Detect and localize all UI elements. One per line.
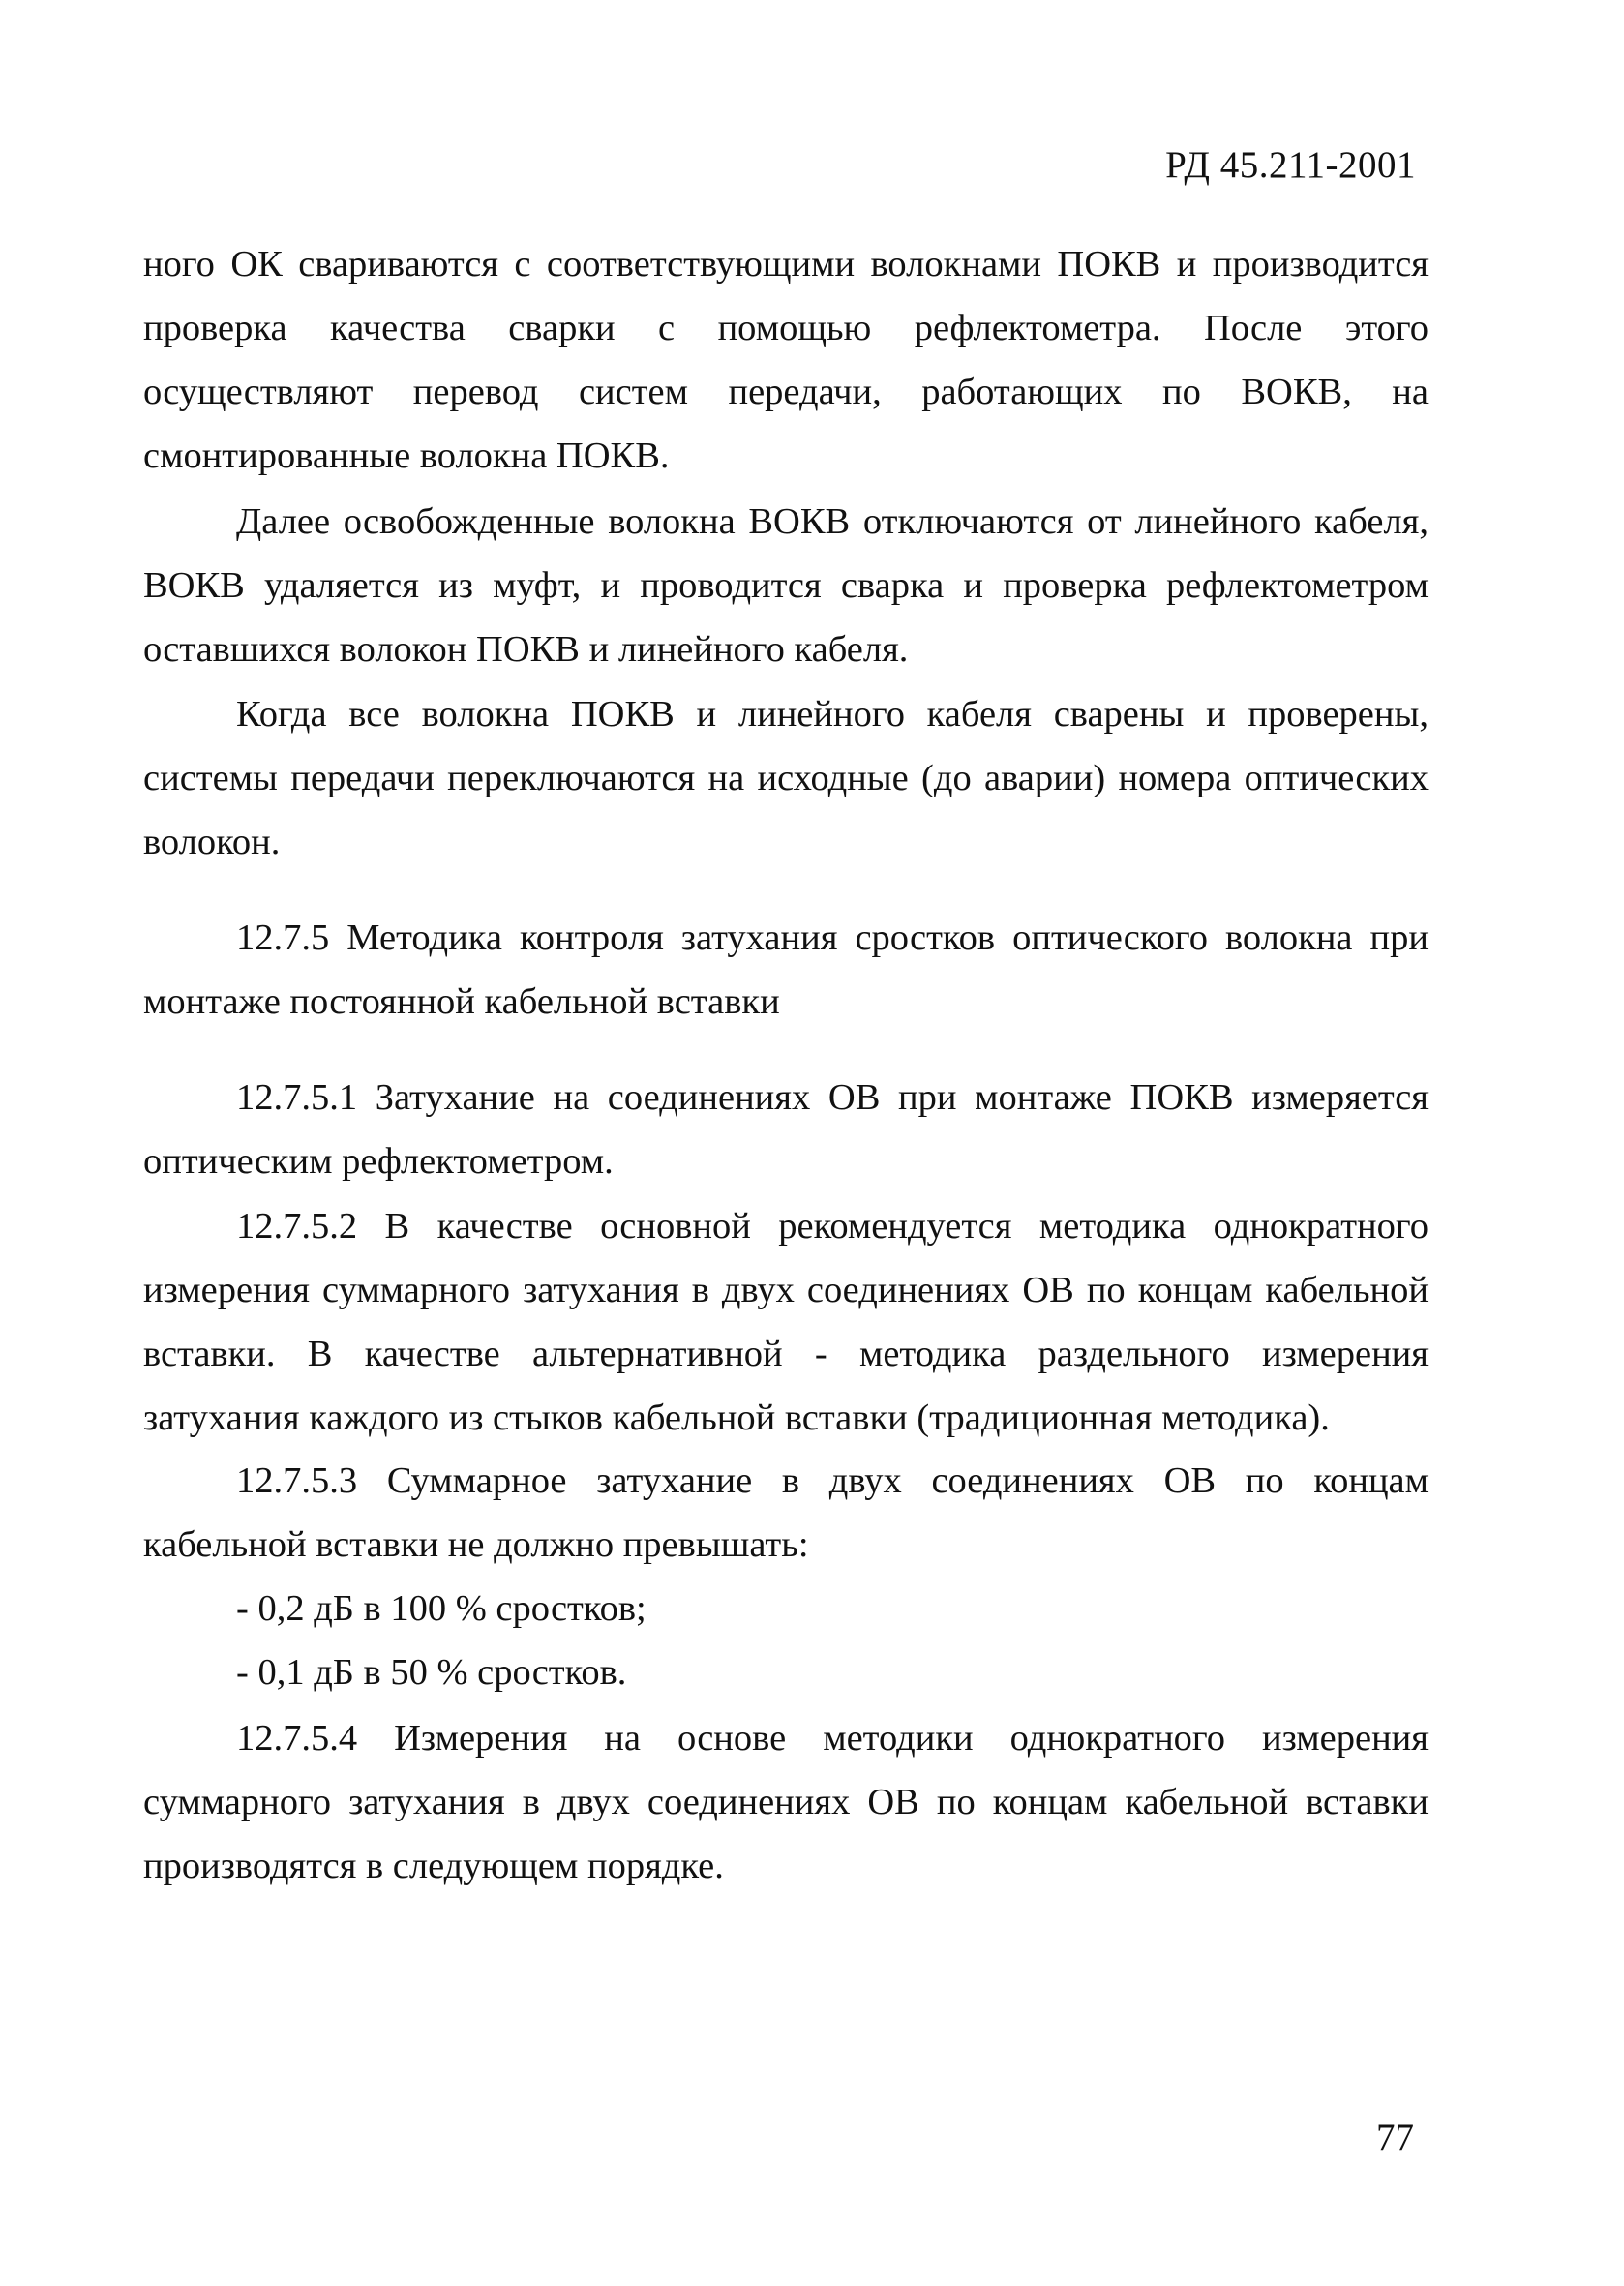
paragraph-12-7-5-4: 12.7.5.4 Измерения на основе методики однократного измерения суммарного затухания в двух соединениях ОВ по концам кабельной вставки производятся в следующем порядке. [143, 1718, 1429, 1886]
paragraph-12-7-5-2: 12.7.5.2 В качестве основной рекомендуется методика однократного измерения суммарного затухания в двух соединениях ОВ по концам кабельной вставки. В качестве альтернативной - методика раздельного измерения затухания каждого из стыков кабельной вставки (традиционная методика). [143, 1206, 1429, 1438]
paragraph-12-7-5-3: 12.7.5.3 Суммарное затухание в двух соединениях ОВ по концам кабельной вставки не должно превышать: [143, 1460, 1429, 1565]
section-title-block [143, 906, 1429, 1034]
paragraph-block-3 [143, 682, 1429, 874]
document-code-header: РД 45.211-2001 [1165, 144, 1416, 186]
paragraph-block-4 [143, 1066, 1429, 1193]
paragraph-12-7-5-1: 12.7.5.1 Затухание на соединениях ОВ при монтаже ПОКВ измеряется оптическим рефлектометром. [143, 1077, 1429, 1182]
list-item: - 0,2 дБ в 100 % сростков; [236, 1588, 647, 1629]
paragraph-block-5 [143, 1194, 1429, 1450]
paragraph-block-6 [143, 1449, 1429, 1704]
paragraph-switch-systems: Когда все волокна ПОКВ и линейного кабеля сварены и проверены, системы передачи переключаются на исходные (до аварии) номера оптических волокон. [143, 694, 1429, 862]
page-number: 77 [1376, 2117, 1414, 2158]
paragraph-release-fibers: Далее освобожденные волокна ВОКВ отключаются от линейного кабеля, ВОКВ удаляется из муфт, и проводится сварка и проверка рефлектометром оставшихся волокон ПОКВ и линейного кабеля. [143, 501, 1429, 670]
paragraph-block-2 [143, 490, 1429, 681]
paragraph-continuation: ного ОК свариваются с соответствующими волокнами ПОКВ и производится проверка качества сварки с помощью рефлектометра. После этого осуществляют перевод систем передачи, работающих по ВОКВ, на смонтированные волокна ПОКВ. [143, 244, 1429, 476]
paragraph-block-7 [143, 1706, 1429, 1898]
list-item: - 0,1 дБ в 50 % сростков. [236, 1652, 627, 1693]
continued-paragraph-block [143, 232, 1429, 488]
section-title: 12.7.5 Методика контроля затухания сростков оптического волокна при монтаже постоянной кабельной вставки [143, 917, 1429, 1022]
